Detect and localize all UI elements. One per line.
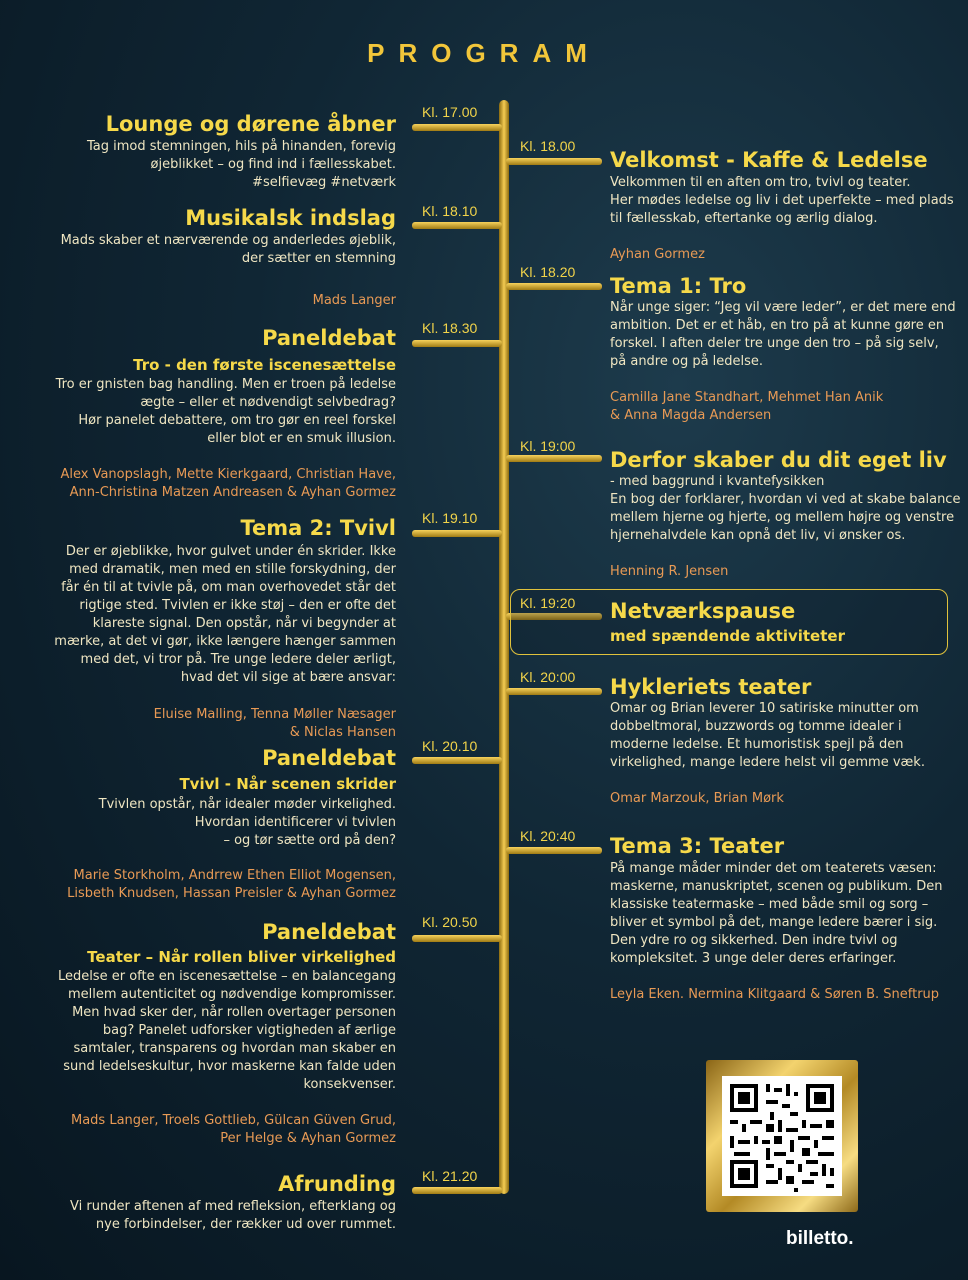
event-people: Mads Langer — [312, 293, 396, 308]
event-people: Camilla Jane Standhart, Mehmet Han Anik & Anna Magda Andersen — [610, 390, 884, 423]
event-people: Alex Vanopslagh, Mette Kierkgaard, Christian Have, Ann-Christina Matzen Andreasen & Ayhan Gormez — [60, 467, 396, 500]
event-people: Ayhan Gormez — [610, 247, 705, 262]
event-time: Kl. 20.10 — [422, 738, 478, 754]
event-people: Omar Marzouk, Brian Mørk — [610, 791, 784, 806]
event-time: Kl. 18.00 — [520, 138, 576, 154]
timeline-tick — [412, 757, 502, 764]
event-description: Tag imod stemningen, hils på hinanden, forevig øjeblikket – og find ind i fællesskabet. #selfievæg #netværk — [86, 139, 396, 190]
event-description: Tvivlen opstår, når idealer møder virkelighed. Hvordan identificerer vi tvivlen – og tør sætte ord på den? — [98, 797, 396, 848]
event-description: Omar og Brian leverer 10 satiriske minutter om dobbeltmoral, buzzwords og tomme idealer i moderne ledelse. Et humoristisk spejl på den virkelighed, mange ledere helst vil gemme væk. — [610, 701, 925, 770]
event-subtitle: Teater – Når rollen bliver virkelighed — [87, 948, 396, 966]
event-time: Kl. 20:40 — [520, 828, 576, 844]
qr-code[interactable] — [722, 1076, 842, 1196]
event-title: Paneldebat — [262, 920, 396, 944]
qr-code-icon — [722, 1076, 842, 1196]
event-time: Kl. 21.20 — [422, 1168, 478, 1184]
event-title: Lounge og dørene åbner — [105, 112, 396, 136]
event-description: Vi runder aftenen af med refleksion, efterklang og nye forbindelser, der rækker ud over rummet. — [70, 1199, 396, 1232]
event-time: Kl. 20:00 — [520, 669, 576, 685]
event-title: Paneldebat — [262, 746, 396, 770]
event-title: Netværkspause — [610, 599, 796, 623]
event-description: På mange måder minder det om teaterets væsen: maskerne, manuskriptet, scenen og publikum. Den klassiske teatermaske – med både smil og sorg – bliver et symbol på det, mange ledere bærer i sig. Den ydre ro og sikkerhed. Den indre tvivl og kompleksitet. 3 unge deler deres erfaringer. — [610, 861, 943, 966]
event-subtitle: Tvivl - Når scenen skrider — [179, 775, 396, 793]
event-time: Kl. 18.20 — [520, 264, 576, 280]
event-subtitle: med spændende aktiviteter — [610, 627, 845, 645]
event-time: Kl. 19.10 — [422, 510, 478, 526]
timeline-spine — [499, 100, 509, 1194]
timeline-tick — [412, 1187, 502, 1194]
timeline-tick — [412, 124, 502, 131]
timeline-tick — [506, 688, 602, 695]
event-time: Kl. 19:20 — [520, 595, 576, 611]
event-people: Mads Langer, Troels Gottlieb, Gülcan Güven Grud, Per Helge & Ayhan Gormez — [71, 1113, 396, 1146]
event-title: Velkomst - Kaffe & Ledelse — [610, 148, 928, 172]
timeline-tick — [506, 283, 602, 290]
billetto-logo: billetto. — [786, 1228, 854, 1249]
event-title: Musikalsk indslag — [185, 206, 396, 230]
timeline-tick — [506, 455, 602, 462]
event-time: Kl. 20.50 — [422, 914, 478, 930]
timeline-tick — [412, 530, 502, 537]
event-description: Mads skaber et nærværende og anderledes øjeblik, der sætter en stemning — [60, 233, 396, 266]
event-description: - med baggrund i kvantefysikken En bog der forklarer, hvordan vi ved at skabe balance mellem hjerne og hjerte, og mellem højre og venstre hjernehalvdele kan opnå det liv, vi ønsker os. — [610, 474, 961, 543]
timeline-tick — [506, 847, 602, 854]
event-time: Kl. 18.10 — [422, 203, 478, 219]
timeline-tick — [412, 935, 502, 942]
timeline-tick — [412, 222, 502, 229]
event-title: Tema 3: Teater — [610, 834, 785, 858]
event-title: Hykleriets teater — [610, 675, 812, 699]
timeline-tick — [506, 158, 602, 165]
qr-code-frame — [706, 1060, 858, 1212]
event-title: Afrunding — [278, 1172, 396, 1196]
timeline-tick — [412, 340, 502, 347]
event-description: Velkommen til en aften om tro, tvivl og teater. Her mødes ledelse og liv i det uperfekte – med plads til fællesskab, eftertanke og ærlig dialog. — [610, 175, 954, 226]
page-title: PROGRAM — [367, 38, 601, 68]
event-people: Leyla Eken. Nermina Klitgaard & Søren B. Sneftrup — [610, 987, 940, 1002]
event-description: Når unge siger: “Jeg vil være leder”, er det mere end ambition. Det er et håb, en tro på at kunne gøre en forskel. I aften deler tre unge den tro – på sig selv, på andre og på ledelse. — [610, 300, 956, 369]
event-title: Paneldebat — [262, 326, 396, 350]
event-description: Tro er gnisten bag handling. Men er troen på ledelse ægte – eller et nødvendigt selvbedrag? Hør panelet debattere, om tro gør en reel forskel eller blot er en smuk illusion. — [55, 377, 396, 446]
event-people: Marie Storkholm, Andrrew Ethen Elliot Mogensen, Lisbeth Knudsen, Hassan Preisler & Ayhan Gormez — [67, 868, 396, 901]
event-time: Kl. 18.30 — [422, 320, 478, 336]
event-title: Derfor skaber du dit eget liv — [610, 448, 947, 472]
event-time: Kl. 17.00 — [422, 104, 478, 120]
event-description: Ledelse er ofte en iscenesættelse – en balancegang mellem autenticitet og nødvendige kompromisser. Men hvad sker der, når rollen overtager personen bag? Panelet udforsker vigtigheden af ærlige samtaler, transparens og hvordan man skaber en sund ledelseskultur, hvor maskerne kan falde uden konsekvenser. — [57, 969, 396, 1092]
event-subtitle: Tro - den første iscenesættelse — [133, 356, 396, 374]
event-title: Tema 2: Tvivl — [240, 516, 396, 540]
event-title: Tema 1: Tro — [610, 274, 747, 298]
event-description: Der er øjeblikke, hvor gulvet under én skrider. Ikke med dramatik, men med en stille forskydning, der får én til at tvivle på, om man overhovedet står det rigtige sted. Tvivlen er ikke støj – den er ofte det klareste signal. Den opstår, når vi begynder at mærke, at det vi gør, ikke længere hænger sammen med det, vi tror på. Tre unge ledere deler ærligt, hvad det vil sige at bære ansvar: — [54, 544, 396, 685]
event-time: Kl. 19:00 — [520, 438, 576, 454]
event-people: Henning R. Jensen — [610, 564, 729, 579]
event-people: Eluise Malling, Tenna Møller Næsager & Niclas Hansen — [153, 707, 396, 740]
